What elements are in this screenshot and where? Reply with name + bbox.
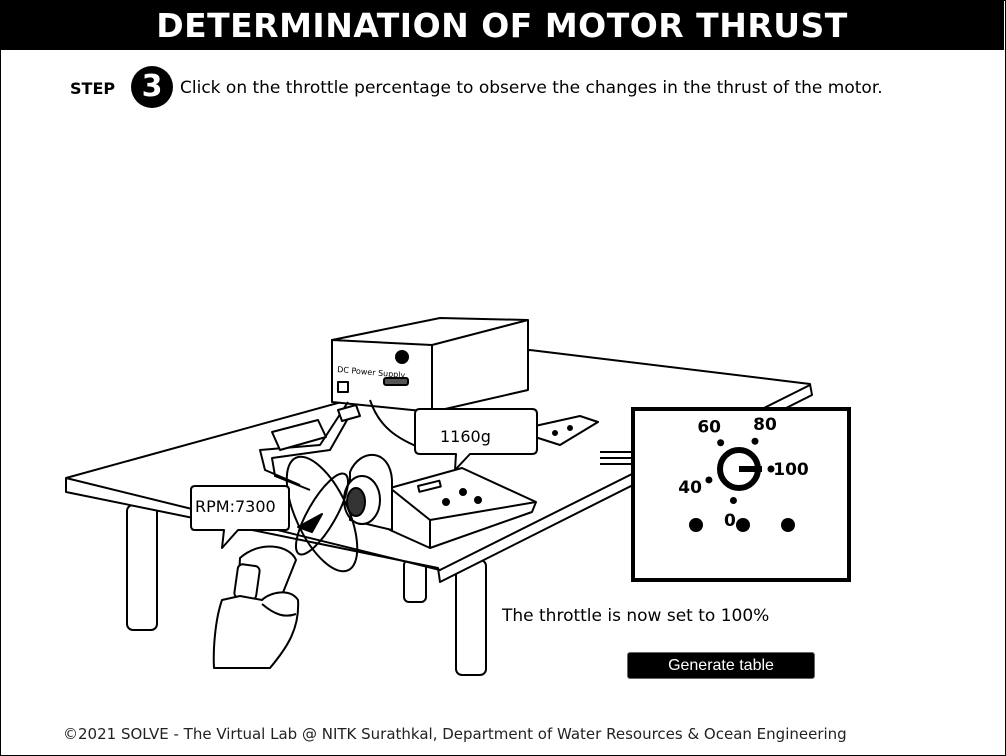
throttle-option-label[interactable]: 0 xyxy=(724,511,736,532)
throttle-option-label[interactable]: 80 xyxy=(753,414,777,435)
step-instruction: Click on the throttle percentage to observe the changes in the thrust of the motor. xyxy=(180,78,883,98)
throttle-option-label[interactable]: 40 xyxy=(678,477,702,498)
footer-copyright: ©2021 SOLVE - The Virtual Lab @ NITK Surathkal, Department of Water Resources & Ocean Engineering xyxy=(63,725,847,743)
throttle-dial-panel xyxy=(633,409,849,580)
power-supply-label: DC Power Supply xyxy=(336,365,406,380)
rpm-bubble xyxy=(191,486,289,548)
step-number-badge: 3 xyxy=(131,66,173,108)
page-title: DETERMINATION OF MOTOR THRUST xyxy=(0,0,1004,50)
throttle-option-label[interactable]: 100 xyxy=(773,460,809,480)
rpm-readout: RPM:7300 xyxy=(195,497,276,516)
throttle-option-100[interactable] xyxy=(768,460,809,480)
table-leg xyxy=(456,560,486,675)
tachometer-hand xyxy=(214,546,298,668)
throttle-option-dot[interactable] xyxy=(717,439,724,446)
throttle-option-dot[interactable] xyxy=(752,438,759,445)
thrust-readout: 1160g xyxy=(440,427,491,446)
throttle-option-dot[interactable] xyxy=(730,497,737,504)
throttle-option-dot[interactable] xyxy=(705,476,712,483)
panel-button xyxy=(781,518,795,532)
table-leg xyxy=(127,505,157,630)
throttle-status-text: The throttle is now set to 100% xyxy=(502,606,770,626)
step-label: STEP xyxy=(70,79,116,98)
generate-table-button[interactable]: Generate table xyxy=(627,652,815,679)
panel-button xyxy=(689,518,703,532)
panel-button xyxy=(736,518,750,532)
throttle-option-label[interactable]: 60 xyxy=(697,417,722,438)
